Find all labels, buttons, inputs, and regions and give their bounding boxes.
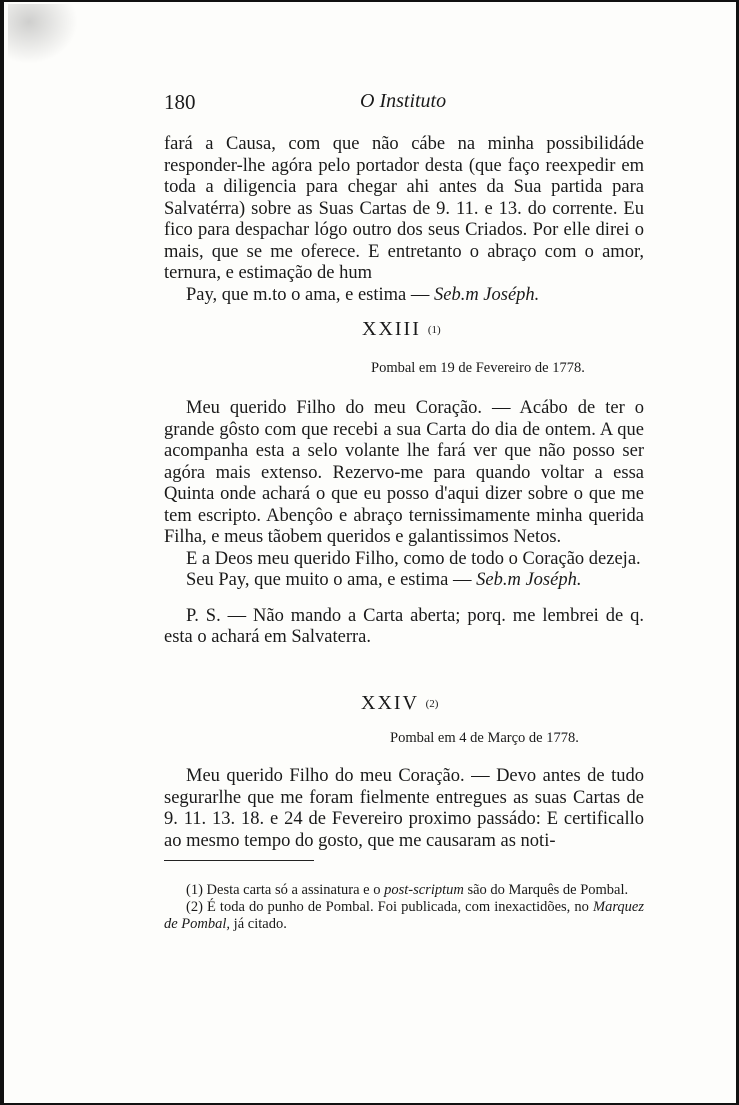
letter-xxiv-body: [164, 766, 644, 852]
footnote-2-prefix: (2) É toda do punho de Pombal. Foi publicada, com inexactidões, no: [186, 899, 593, 915]
footnote-rule: [164, 860, 314, 861]
continued-paragraph: fará a Causa, com que não cábe na minha possibilidáde responder-lhe agóra pelo portador desta (que faço reexpedir em toda a diligencia para chegar ahi antes da Sua partida para Salvatérra) sobre as Suas Cartas de 9. 11. e 13. do corrente. Eu fico para despachar lógo outro dos seus Criados. Por elle direi o mais, que se me oferece. E entretanto o abraço com o amor, ternura, e estimação de hum: [164, 134, 644, 283]
top-paragraph-block: [164, 134, 644, 306]
running-title: O Instituto: [360, 90, 447, 112]
footnote-1-italic: post-scriptum: [384, 882, 464, 898]
footnote-2-suffix: já citado.: [230, 916, 287, 932]
letter-xxiv-numeral: XXIV: [361, 692, 419, 714]
footnote-1-suffix: são do Marquês de Pombal.: [463, 882, 629, 898]
top-closing-line: [164, 285, 644, 307]
letter-xxiii-numeral: XXIII: [362, 318, 421, 340]
letter-xxiii-heading: [362, 318, 441, 341]
letter-xxiii-signature: Seb.m Joséph.: [476, 570, 582, 590]
footnote-2-italic: Marquez de Pombal,: [164, 899, 644, 932]
letter-xxiv-heading: [361, 692, 438, 715]
letter-xxiii-closing: Seu Pay, que muito o ama, e estima —: [186, 570, 477, 590]
letter-xxiv-dateline: Pombal em 4 de Março de 1778.: [390, 730, 579, 746]
footnote-ref-1: (1): [427, 324, 441, 336]
page-number: 180: [164, 90, 196, 114]
footnote-2: [164, 899, 644, 933]
running-head: [164, 90, 604, 116]
letter-xxiii-body: [164, 398, 644, 649]
letter-xxiii-closing-line: [164, 570, 644, 592]
top-signature: Seb.m Joséph.: [433, 284, 540, 305]
page-stain: [8, 4, 78, 64]
letter-xxiii-paragraph-2: E a Deos meu querido Filho, como de todo o Coração dezeja.: [186, 548, 641, 569]
letter-xxiii-paragraph-1: Meu querido Filho do meu Coração. — Acábo de ter o grande gôsto com que recebi a sua Carta do dia de ontem. A que acompanha esta a selo volante lhe fará ver que não posso ser agóra mais extenso. Rezervo-me para quando voltar a essa Quinta onde achará o que eu posso d'aqui dizer sobre o que me tem escripto. Abençôo e abraço ternissimamente minha querida Filha, e meus tãobem queridos e galantissimos Netos.: [164, 398, 644, 547]
top-closing: Pay, que m.to o ama, e estima —: [186, 284, 434, 305]
footnote-1-prefix: (1) Desta carta só a assinatura e o: [186, 882, 385, 898]
letter-xxiii-postscript: P. S. — Não mando a Carta aberta; porq. me lembrei de q. esta o achará em Salvaterra.: [164, 605, 644, 647]
letter-xxiii-dateline: Pombal em 19 de Fevereiro de 1778.: [371, 360, 585, 376]
letter-xxiv-paragraph-1: Meu querido Filho do meu Coração. — Devo antes de tudo segurarlhe que me foram fielmente entregues as suas Cartas de 9. 11. 13. 18. e 24 de Fevereiro proximo passádo: E certificallo ao mesmo tempo do gosto, que me causaram as noti-: [164, 766, 644, 851]
footnote-ref-2: (2): [425, 698, 439, 710]
footnote-1: [164, 882, 644, 899]
footnotes: [164, 882, 644, 933]
